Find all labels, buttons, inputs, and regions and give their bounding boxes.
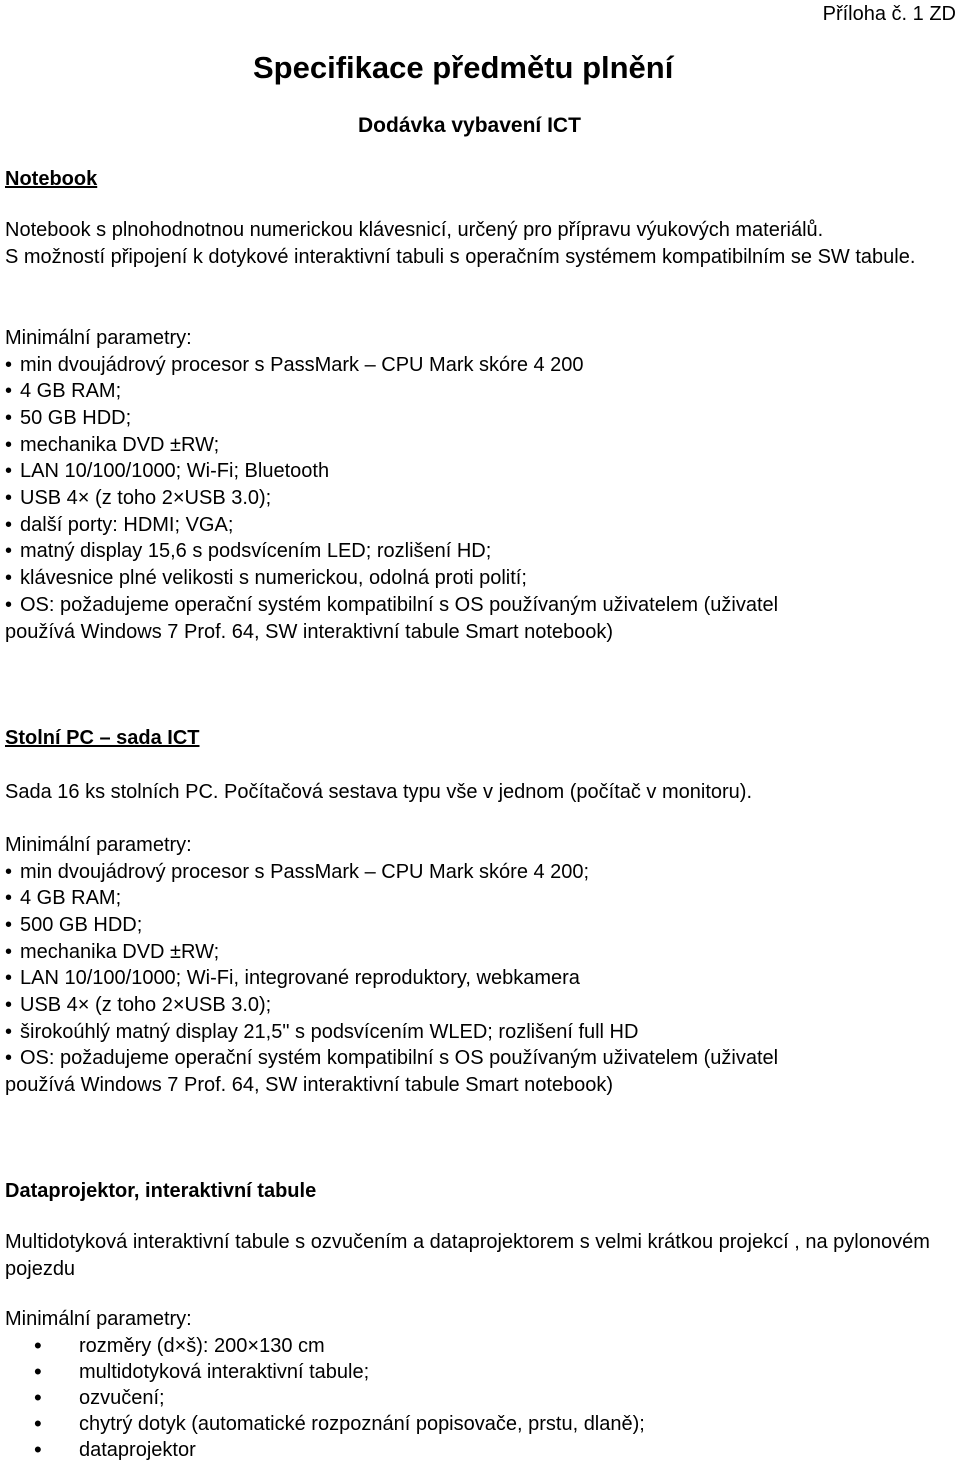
bullet-icon: • <box>5 887 13 910</box>
bullet-icon: • <box>34 1384 42 1410</box>
notebook-min-label: Minimální parametry: <box>5 327 192 349</box>
list-item <box>5 565 956 592</box>
list-item <box>5 512 956 539</box>
desktop-section <box>5 725 956 751</box>
notebook-param-7: další porty: HDMI; VGA; <box>20 513 234 536</box>
notebook-heading: Notebook <box>5 168 98 190</box>
notebook-param-1: min dvoujádrový procesor s PassMark – CPU Mark skóre 4 200 <box>20 353 584 376</box>
notebook-param-4: mechanika DVD ±RW; <box>20 433 220 456</box>
list-item <box>5 432 956 459</box>
list-item <box>5 885 956 912</box>
bullet-icon: • <box>5 940 13 963</box>
notebook-param-3: 50 GB HDD; <box>20 406 132 429</box>
bullet-icon: • <box>34 1437 42 1463</box>
list-item <box>5 1359 956 1385</box>
bullet-icon: • <box>34 1411 42 1437</box>
bullet-icon: • <box>5 1020 13 1043</box>
list-item <box>5 912 956 939</box>
projector-param-2: multidotyková interaktivní tabule; <box>79 1360 370 1383</box>
notebook-param-2: 4 GB RAM; <box>20 380 122 403</box>
desktop-param-6: USB 4× (z toho 2×USB 3.0); <box>20 994 272 1017</box>
bullet-icon: • <box>5 513 13 536</box>
bullet-icon: • <box>5 406 13 429</box>
desktop-param-2: 4 GB RAM; <box>20 887 122 910</box>
projector-param-4: chytrý dotyk (automatické rozpoznání popisovače, prstu, dlaně); <box>79 1413 645 1436</box>
notebook-description <box>5 217 956 270</box>
bullet-icon: • <box>5 994 13 1017</box>
list-item <box>5 485 956 512</box>
bullet-icon: • <box>5 433 13 456</box>
desktop-description <box>5 779 956 806</box>
desktop-heading: Stolní PC – sada ICT <box>5 727 200 749</box>
desktop-desc: Sada 16 ks stolních PC. Počítačová sestava typu vše v jednom (počítač v monitoru). <box>5 781 753 803</box>
notebook-param-list <box>5 352 956 646</box>
projector-min-label: Minimální parametry: <box>5 1308 192 1330</box>
list-item <box>5 405 956 432</box>
desktop-param-8-cont: používá Windows 7 Prof. 64, SW interaktivní tabule Smart notebook) <box>5 1074 614 1097</box>
bullet-icon: • <box>5 567 13 590</box>
desktop-param-3: 500 GB HDD; <box>20 913 143 936</box>
bullet-icon: • <box>34 1332 42 1358</box>
notebook-param-10: OS: požadujeme operační systém kompatibilní s OS používaným uživatelem (uživatel <box>20 593 779 616</box>
bullet-icon: • <box>5 860 13 883</box>
list-item <box>5 859 956 886</box>
bullet-icon: • <box>5 353 13 376</box>
list-item <box>5 1437 956 1463</box>
notebook-param-9: klávesnice plné velikosti s numerickou, odolná proti polití; <box>20 567 527 590</box>
notebook-desc-line-2: S možností připojení k dotykové interaktivní tabuli s operačním systémem kompatibilním se SW tabule. <box>5 245 916 268</box>
projector-heading: Dataprojektor, interaktivní tabule <box>5 1180 317 1202</box>
notebook-section <box>5 166 956 192</box>
projector-param-3: ozvučení; <box>79 1386 165 1409</box>
document-title: Specifikace předmětu plnění <box>253 50 674 85</box>
notebook-params <box>5 325 956 645</box>
list-item-continuation <box>5 619 956 646</box>
list-item <box>5 1045 956 1072</box>
desktop-min-label: Minimální parametry: <box>5 834 192 856</box>
projector-param-list <box>5 1333 956 1464</box>
projector-section <box>5 1178 956 1204</box>
list-item <box>5 1411 956 1437</box>
list-item <box>5 1333 956 1359</box>
notebook-param-6: USB 4× (z toho 2×USB 3.0); <box>20 487 272 510</box>
bullet-icon: • <box>34 1358 42 1384</box>
list-item <box>5 1385 956 1411</box>
list-item <box>5 992 956 1019</box>
bullet-icon: • <box>5 593 13 616</box>
bullet-icon: • <box>5 460 13 483</box>
desktop-params <box>5 832 956 1099</box>
document-subtitle: Dodávka vybavení ICT <box>358 114 581 137</box>
bullet-icon: • <box>5 1047 13 1070</box>
projector-description <box>5 1229 956 1282</box>
list-item <box>5 592 956 619</box>
bullet-icon: • <box>5 913 13 936</box>
list-item <box>5 1019 956 1046</box>
notebook-param-8: matný display 15,6 s podsvícením LED; rozlišení HD; <box>20 540 492 563</box>
bullet-icon: • <box>5 540 13 563</box>
notebook-param-5: LAN 10/100/1000; Wi-Fi; Bluetooth <box>20 460 330 483</box>
desktop-param-4: mechanika DVD ±RW; <box>20 940 220 963</box>
notebook-desc-line-1: Notebook s plnohodnotnou numerickou klávesnicí, určený pro přípravu výukových materiálů. <box>5 219 824 241</box>
notebook-param-10-cont: používá Windows 7 Prof. 64, SW interaktivní tabule Smart notebook) <box>5 620 614 643</box>
list-item <box>5 458 956 485</box>
list-item <box>5 378 956 405</box>
desktop-param-list <box>5 859 956 1099</box>
list-item-continuation <box>5 1072 956 1099</box>
bullet-icon: • <box>5 967 13 990</box>
bullet-icon: • <box>5 487 13 510</box>
desktop-param-1: min dvoujádrový procesor s PassMark – CPU Mark skóre 4 200; <box>20 860 590 883</box>
projector-param-5: dataprojektor <box>79 1439 196 1462</box>
list-item <box>5 352 956 379</box>
bullet-icon: • <box>5 380 13 403</box>
desktop-param-8: OS: požadujeme operační systém kompatibilní s OS používaným uživatelem (uživatel <box>20 1047 779 1070</box>
annex-label: Příloha č. 1 ZD <box>822 3 956 25</box>
list-item <box>5 965 956 992</box>
list-item <box>5 538 956 565</box>
desktop-param-7: širokoúhlý matný display 21,5" s podsvícením WLED; rozlišení full HD <box>20 1020 639 1043</box>
desktop-param-5: LAN 10/100/1000; Wi-Fi, integrované reproduktory, webkamera <box>20 967 580 990</box>
projector-params <box>5 1306 956 1464</box>
projector-desc: Multidotyková interaktivní tabule s ozvučením a dataprojektorem s velmi krátkou projekcí , na pylonovém pojezdu <box>5 1231 930 1280</box>
list-item <box>5 939 956 966</box>
projector-param-1: rozměry (d×š): 200×130 cm <box>79 1334 325 1357</box>
